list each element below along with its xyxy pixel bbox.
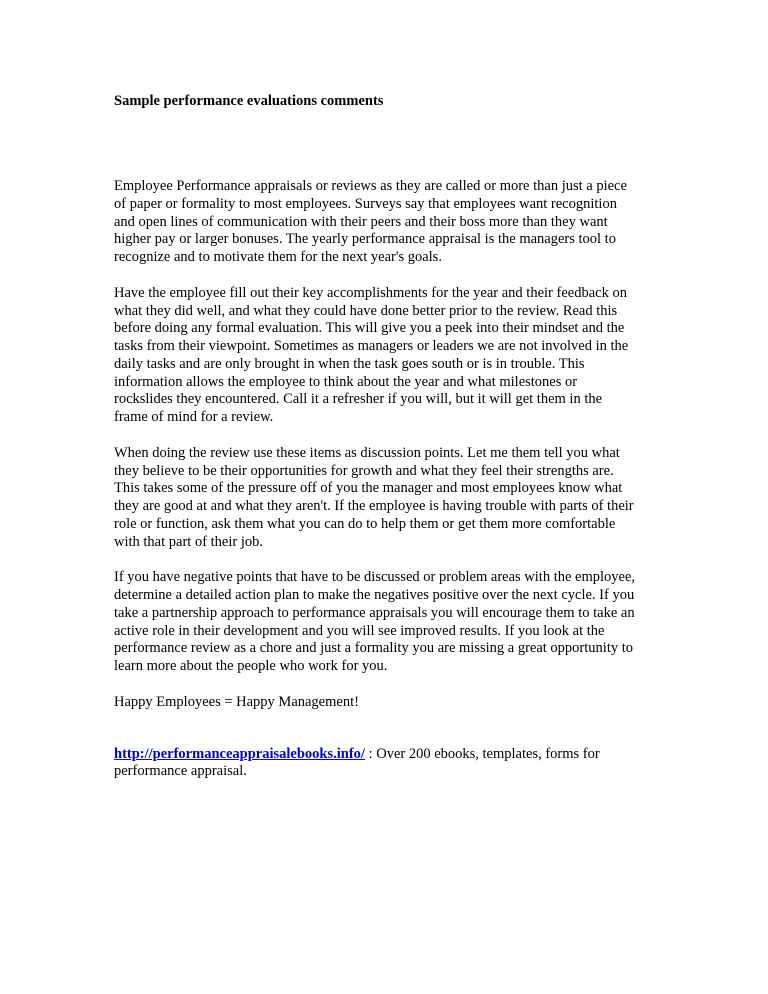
paragraph-line: with that part of their job.	[114, 533, 263, 550]
paragraph-line: they are good at and what they aren't. If the employee is having trouble with parts of their	[114, 498, 634, 514]
paragraph-1	[114, 178, 659, 267]
paragraph-line: performance review as a chore and just a formality you are missing a great opportunity to	[114, 640, 634, 657]
paragraph-line: Have the employee fill out their key accomplishments for the year and their feedback on	[114, 284, 627, 301]
paragraph-line: Employee Performance appraisals or reviews as they are called or more than just a piece	[114, 178, 627, 194]
ebooks-link[interactable]: http://performanceappraisalebooks.info/	[114, 745, 365, 762]
footer-note	[114, 746, 659, 782]
paragraph-2	[114, 285, 659, 427]
paragraph-line: When doing the review use these items as discussion points. Let me them tell you what	[114, 444, 620, 461]
paragraph-line: If you have negative points that have to be discussed or problem areas with the employee,	[114, 569, 636, 586]
paragraph-3	[114, 445, 659, 552]
paragraph-line: what they did well, and what they could have done better prior to the review. Read this	[114, 302, 618, 319]
footer-line-2: performance appraisal.	[114, 763, 247, 780]
paragraph-line: take a partnership approach to performance appraisals you will encourage them to take an	[114, 604, 635, 621]
paragraph-line: determine a detailed action plan to make the negatives positive over the next cycle. If you	[114, 587, 635, 603]
paragraph-line: higher pay or larger bonuses. The yearly performance appraisal is the managers tool to	[114, 231, 616, 248]
paragraph-line: recognize and to motivate them for the next year's goals.	[114, 249, 442, 265]
closing-line: Happy Employees = Happy Management!	[114, 693, 359, 710]
document-body	[114, 178, 659, 781]
footer-line-1-text: : Over 200 ebooks, templates, forms for	[364, 745, 600, 762]
document-title: Sample performance evaluations comments	[114, 93, 384, 109]
footer-line-1	[114, 746, 659, 764]
paragraph-line: tasks from their viewpoint. Sometimes as managers or leaders we are not involved in the	[114, 338, 629, 354]
paragraph-line: frame of mind for a review.	[114, 409, 274, 425]
paragraph-line: information allows the employee to think about the year and what milestones or	[114, 373, 578, 390]
paragraph-4	[114, 569, 659, 676]
paragraph-line: daily tasks and are only brought in when the task goes south or is in trouble. This	[114, 355, 585, 372]
paragraph-line: This takes some of the pressure off of you the manager and most employees know what	[114, 480, 623, 497]
paragraph-line: and open lines of communication with their peers and their boss more than they want	[114, 213, 608, 230]
paragraph-line: learn more about the people who work for you.	[114, 658, 388, 674]
paragraph-line: of paper or formality to most employees. Surveys say that employees want recognition	[114, 195, 617, 212]
paragraph-line: rockslides they encountered. Call it a refresher if you will, but it will get them in the	[114, 391, 603, 408]
paragraph-line: they believe to be their opportunities for growth and what they feel their strengths are.	[114, 462, 614, 479]
paragraph-line: active role in their development and you will see improved results. If you look at the	[114, 622, 605, 639]
paragraph-line: before doing any formal evaluation. This will give you a peek into their mindset and the	[114, 320, 625, 337]
paragraph-line: role or function, ask them what you can do to help them or get them more comfortable	[114, 515, 616, 532]
